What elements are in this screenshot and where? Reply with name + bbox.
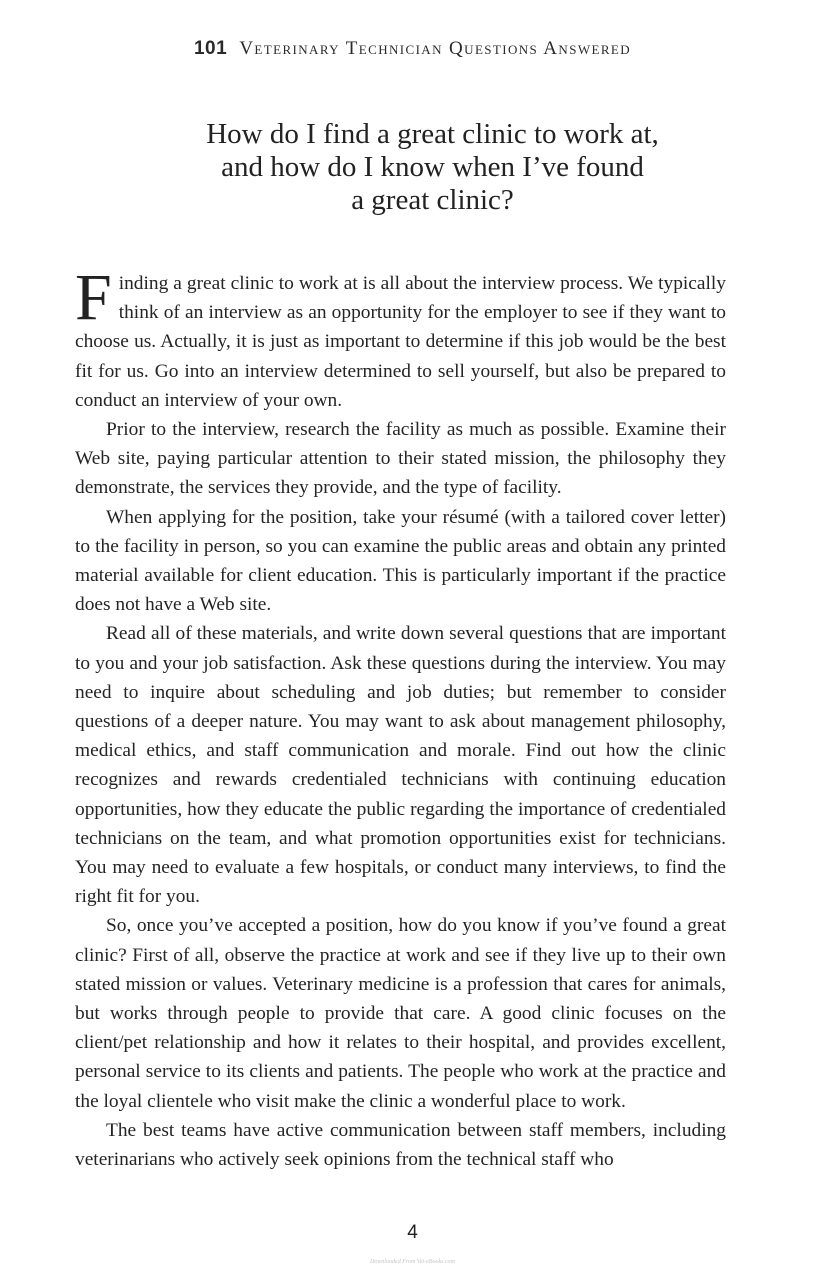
question-heading bbox=[140, 118, 725, 217]
question-line: and how do I know when I’ve found bbox=[221, 151, 644, 183]
paragraph-1 bbox=[75, 261, 726, 415]
paragraph-3: When applying for the position, take your résumé (with a tailored cover letter) to the facility in person, so you can examine the public areas and obtain any printed material available for client education. This is particularly important if the practice does not have a Web site. bbox=[75, 506, 726, 616]
question-line: a great clinic? bbox=[351, 184, 514, 216]
running-head bbox=[0, 38, 825, 60]
book-title: Veterinary Technician Questions Answered bbox=[239, 38, 632, 59]
book-number: 101 bbox=[193, 38, 228, 59]
question-line: How do I find a great clinic to work at, bbox=[206, 118, 659, 150]
body-text bbox=[75, 261, 726, 1174]
paragraph-text: inding a great clinic to work at is all about the interview process. We typically think of an interview as an opportunity for the employer to see if they want to choose us. Actually, it is just as important to determine if this job would be the best fit for us. Go into an interview determined to sell yourself, but also be prepared to conduct an interview of your own. bbox=[75, 273, 726, 411]
paragraph-6: The best teams have active communication between staff members, including veterinarians who actively seek opinions from the technical staff who bbox=[75, 1119, 726, 1171]
paragraph-4: Read all of these materials, and write down several questions that are important to you and your job satisfaction. Ask these questions during the interview. You may need to inquire about scheduling and job duties; but remember to consider questions of a deeper nature. You may want to ask about management philosophy, medical ethics, and staff communication and morale. Find out how the clinic recognizes and rewards credentialed technicians with continuing education opportunities, how they educate the public regarding the importance of credentialed technicians on the team, and what promotion opportunities exist for technicians. You may need to evaluate a few hospitals, or conduct many interviews, to find the right fit for you. bbox=[75, 623, 726, 908]
drop-cap: F bbox=[75, 261, 112, 334]
paragraph-5: So, once you’ve accepted a position, how do you know if you’ve found a great clinic? First of all, observe the practice at work and see if they live up to their own stated mission or values. Veterinary medicine is a profession that cares for animals, but works through people to provide that care. A good clinic focuses on the client/pet relationship and how it relates to their hospital, and provides excellent, personal service to its clients and patients. The people who work at the practice and the loyal clientele who visit make the clinic a wonderful place to work. bbox=[75, 915, 726, 1112]
page-number: 4 bbox=[407, 1222, 418, 1243]
download-watermark: Downloaded From Vet-eBooks.com bbox=[370, 1259, 455, 1265]
paragraph-2: Prior to the interview, research the facility as much as possible. Examine their Web site, paying particular attention to their stated mission, the philosophy they demonstrate, the services they provide, and the type of facility. bbox=[75, 419, 726, 499]
